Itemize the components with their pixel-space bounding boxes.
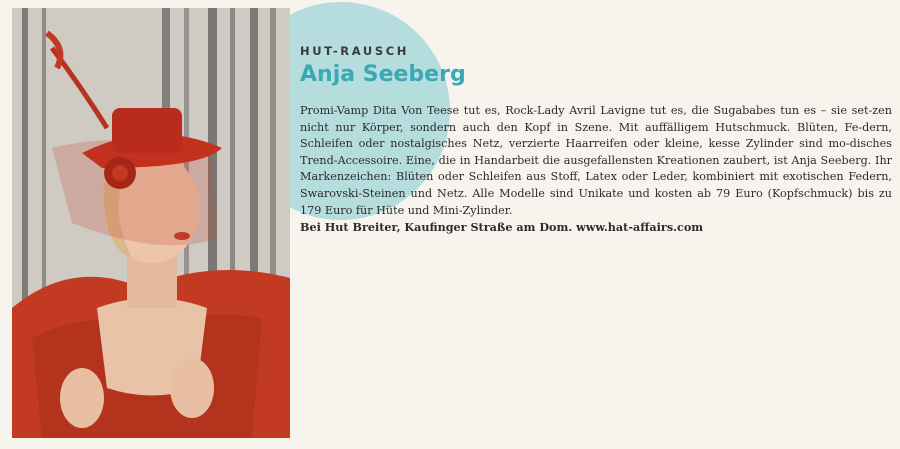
model-illustration [12,8,290,438]
article-body: Promi-Vamp Dita Von Teese tut es, Rock-Lady Avril Lavigne tut es, die Sugababes tun es – sie set-zen nicht nur Körper, sondern auch den Kopf in Szene. Mit auffälligem Hutschmuck. Blüten, Fe-dern, Schleifen oder nostalgisches Netz, verzierte Haarreifen oder kleine, kesse Zylinder sind mo-disches Trend-Accessoire. Eine, die in Handarbeit die ausgefallensten Kreationen zaubert, ist Anja Seeberg. Ihr Markenzeichen: Blüten oder Schleifen aus Stoff, Latex oder Leder, kombiniert mit exotischen Federn, Swarovski-Steinen und Netz. Alle Modelle sind Unikate und kosten ab 79 Euro (Kopfschmuck) bis zu 179 Euro für Hüte und Mini-Zylinder. [300,104,892,217]
article-kicker: HUT-RAUSCH [300,44,409,58]
article-headline: Anja Seeberg [300,62,466,87]
article-source: Bei Hut Breiter, Kaufinger Straße am Dom. www.hat-affairs.com [300,220,704,235]
model-photo [12,8,290,438]
article [300,44,892,236]
